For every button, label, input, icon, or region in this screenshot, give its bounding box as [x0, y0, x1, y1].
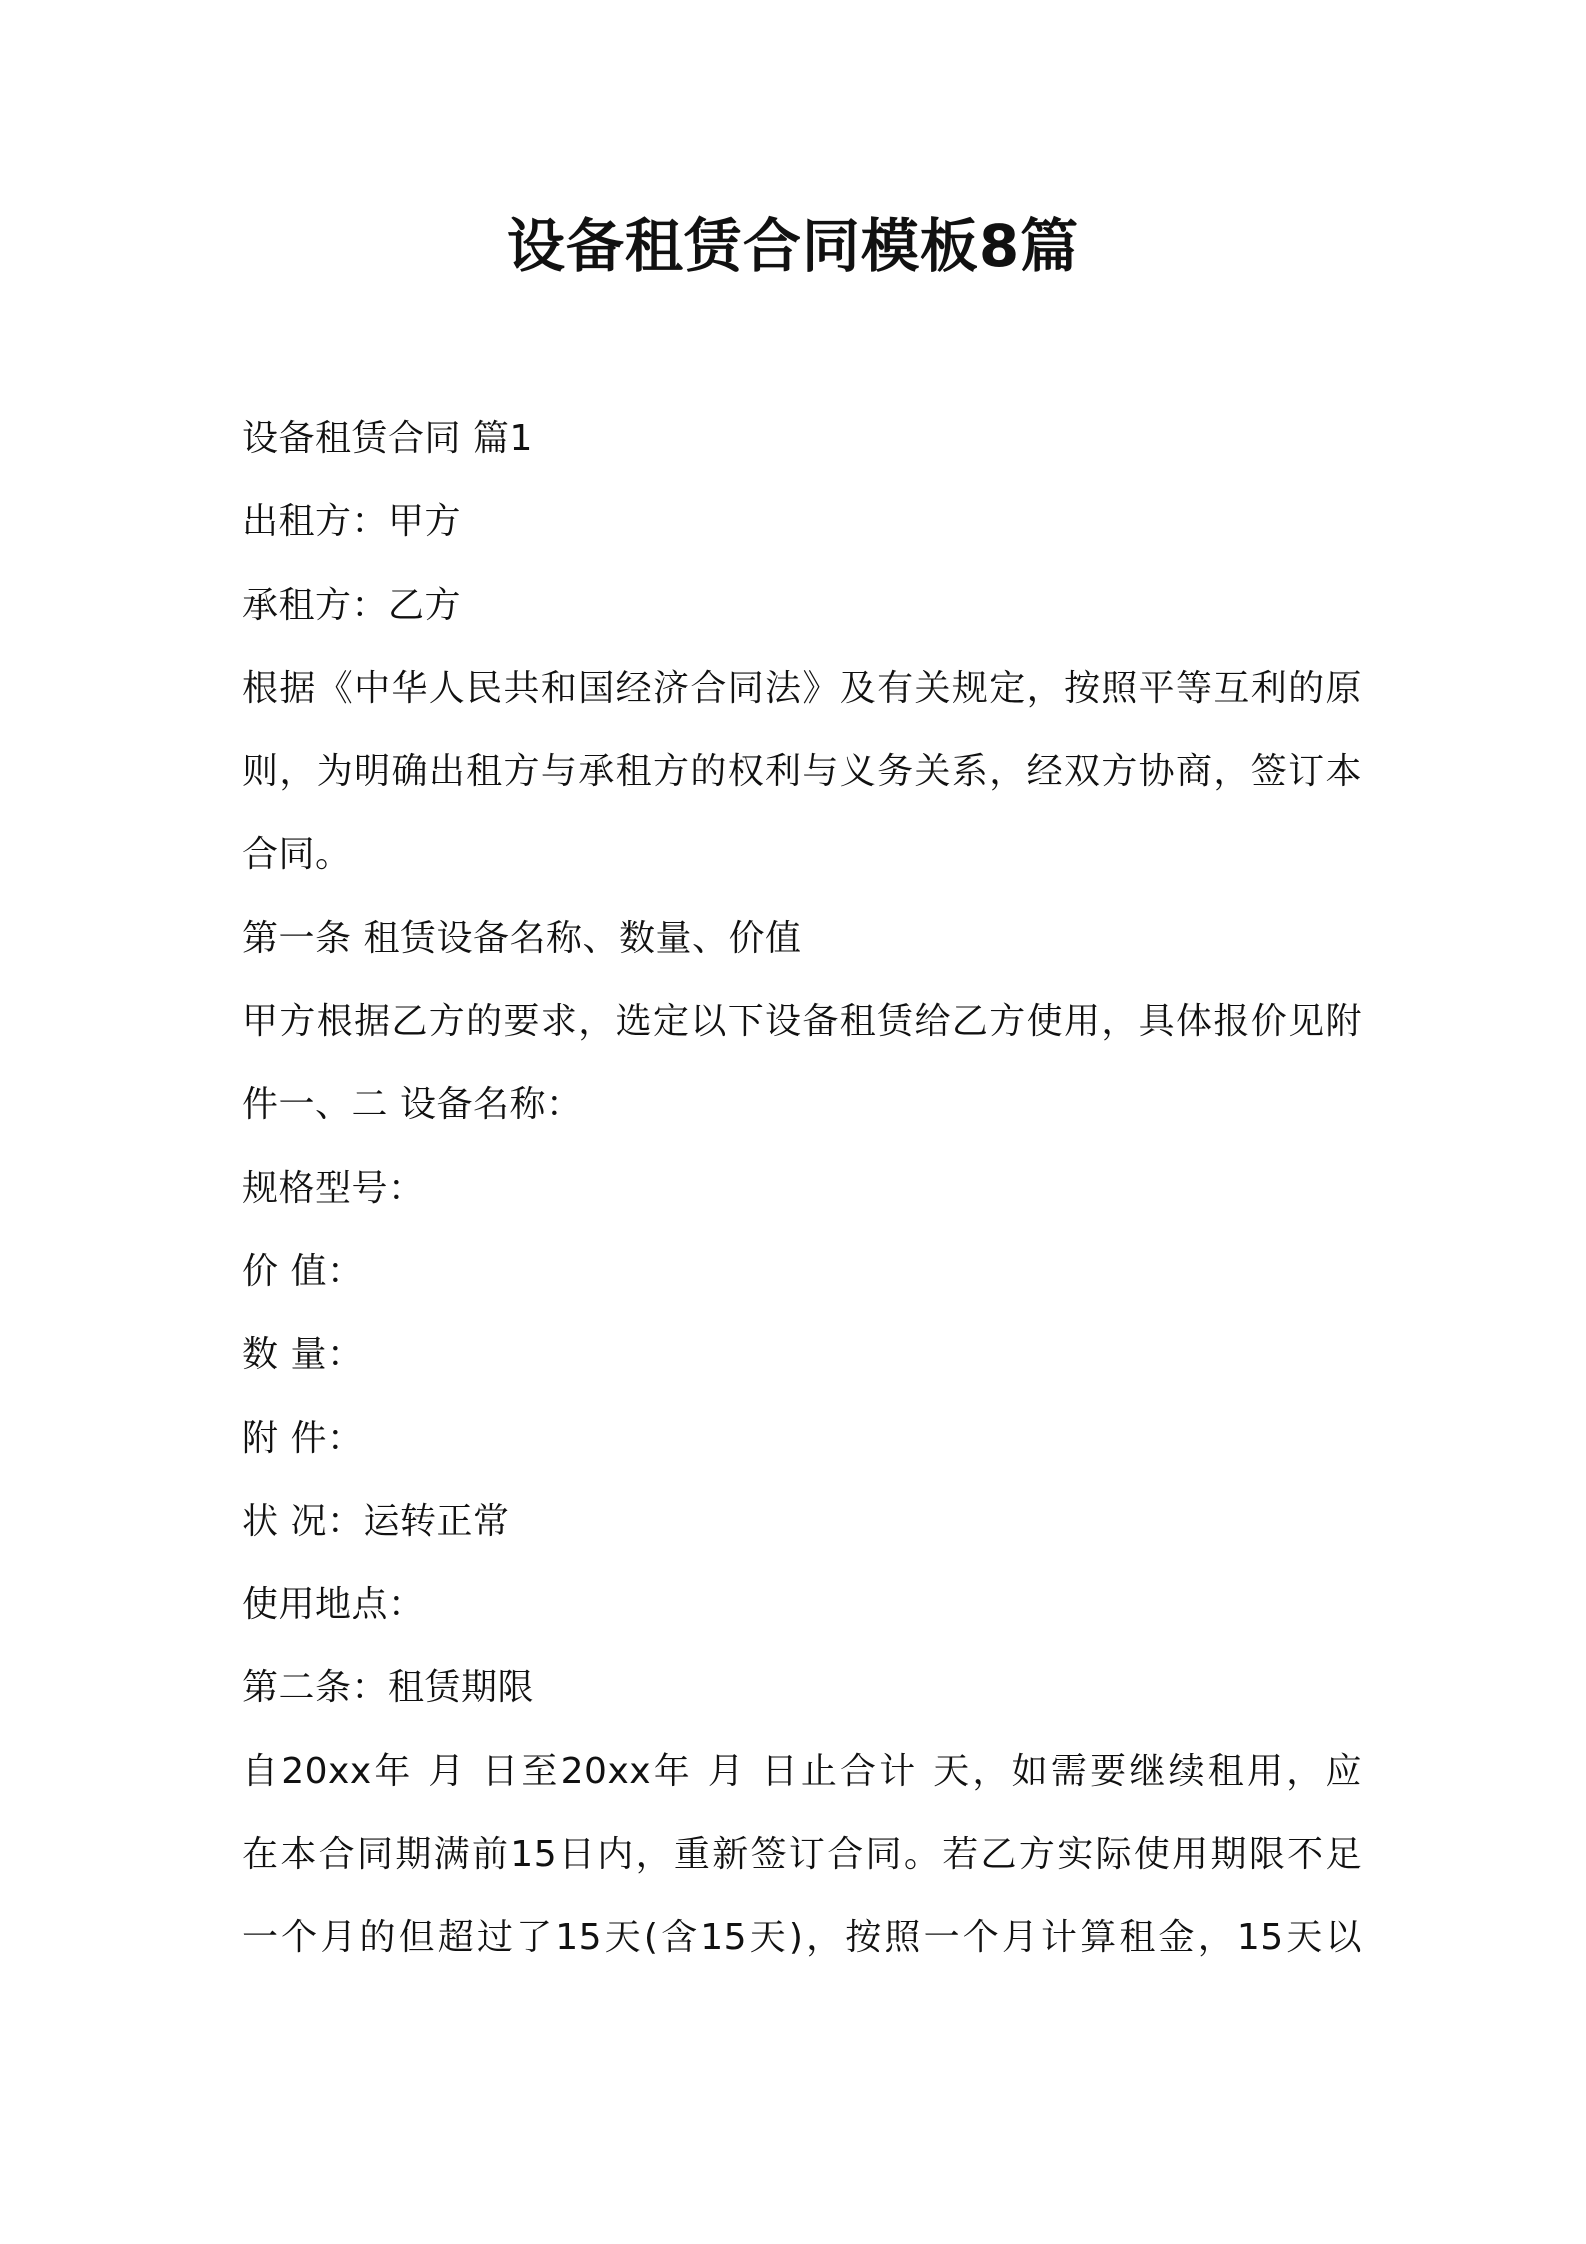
field-line: 数 量： — [242, 1334, 364, 1376]
field-line: 状 况：运转正常 — [242, 1500, 510, 1542]
paragraph-line: 根据《中华人民共和国经济合同法》及有关规定，按照平等互利的原 — [242, 667, 1362, 709]
paragraph-line: 一个月的但超过了15天(含15天)，按照一个月计算租金，15天以 — [242, 1917, 1362, 1959]
section-heading: 设备租赁合同 篇1 — [242, 418, 533, 459]
paragraph-line: 合同。 — [242, 834, 352, 876]
paragraph-line: 则，为明确出租方与承租方的权利与义务关系，经双方协商，签订本 — [242, 751, 1362, 793]
paragraph-line: 件一、二 设备名称： — [242, 1084, 583, 1126]
lessor-line: 出租方：甲方 — [242, 501, 462, 543]
paragraph-line: 在本合同期满前15日内，重新签订合同。若乙方实际使用期限不足 — [242, 1834, 1362, 1876]
field-line: 规格型号： — [242, 1167, 425, 1209]
field-line: 附 件： — [242, 1417, 364, 1459]
field-line: 价 值： — [242, 1250, 364, 1292]
paragraph-line: 自20xx年 月 日至20xx年 月 日止合计 天，如需要继续租用，应 — [242, 1750, 1362, 1792]
paragraph-line: 甲方根据乙方的要求，选定以下设备租赁给乙方使用，具体报价见附 — [242, 1001, 1362, 1043]
article-heading: 第二条：租赁期限 — [242, 1667, 535, 1709]
field-line: 使用地点： — [242, 1584, 425, 1626]
document-title: 设备租赁合同模板8篇 — [506, 212, 1080, 280]
lessee-line: 承租方：乙方 — [242, 584, 462, 626]
document-body — [242, 412, 1362, 1995]
article-heading: 第一条 租赁设备名称、数量、价值 — [242, 917, 802, 959]
